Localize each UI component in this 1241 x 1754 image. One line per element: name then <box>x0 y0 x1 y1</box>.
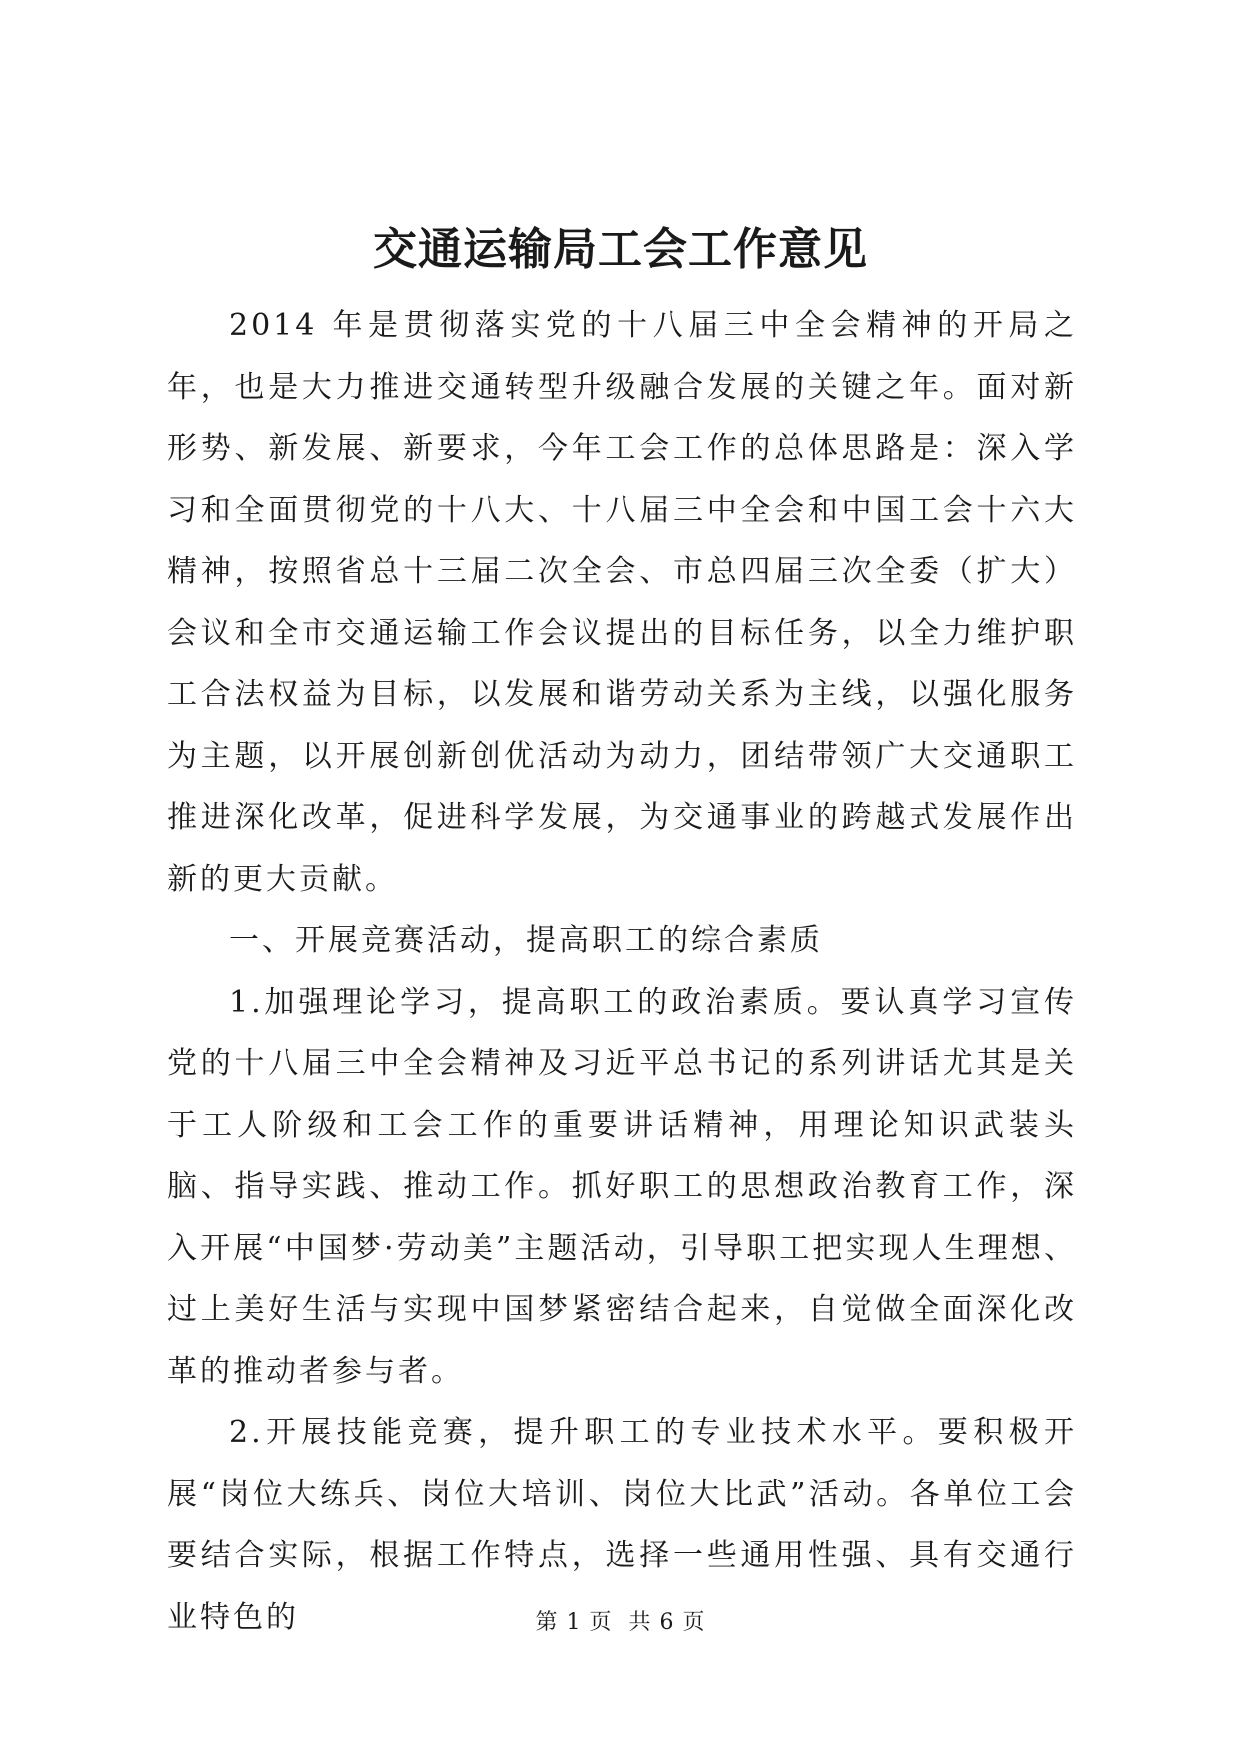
page-number-label: 第 1 页 共 6 页 <box>535 1610 706 1635</box>
paragraph-intro: 2014 年是贯彻落实党的十八届三中全会精神的开局之年，也是大力推进交通转型升级融合发展的关键之年。面对新形势、新发展、新要求，今年工会工作的总体思路是：深入学习和全面贯彻党的十八大、十八届三中全会和中国工会十六大精神，按照省总十三届二次全会、市总四届三次全委（扩大）会议和全市交通运输工作会议提出的目标任务，以全力维护职工合法权益为目标，以发展和谐劳动关系为主线，以强化服务为主题，以开展创新创优活动为动力，团结带领广大交通职工推进深化改革，促进科学发展，为交通事业的跨越式发展作出新的更大贡献。 <box>167 308 1077 897</box>
document-title: 交通运输局工会工作意见 <box>373 224 868 275</box>
paragraph-item-1: 1.加强理论学习，提高职工的政治素质。要认真学习宣传党的十八届三中全会精神及习近平总书记的系列讲话尤其是关于工人阶级和工会工作的重要讲话精神，用理论知识武装头脑、指导实践、推动工作。抓好职工的思想政治教育工作，深入开展“中国梦·劳动美”主题活动，引导职工把实现人生理想、过上美好生活与实现中国梦紧密结合起来，自觉做全面深化改革的推动者参与者。 <box>167 984 1077 1389</box>
section-heading-1: 一、开展竞赛活动，提高职工的综合素质 <box>229 923 823 958</box>
page-footer <box>0 1608 1241 1638</box>
paragraph-item-2: 2.开展技能竞赛，提升职工的专业技术水平。要积极开展“岗位大练兵、岗位大培训、岗位大比武”活动。各单位工会要结合实际，根据工作特点，选择一些通用性强、具有交通行业特色的 <box>167 1415 1077 1635</box>
document-body <box>167 295 1077 1648</box>
